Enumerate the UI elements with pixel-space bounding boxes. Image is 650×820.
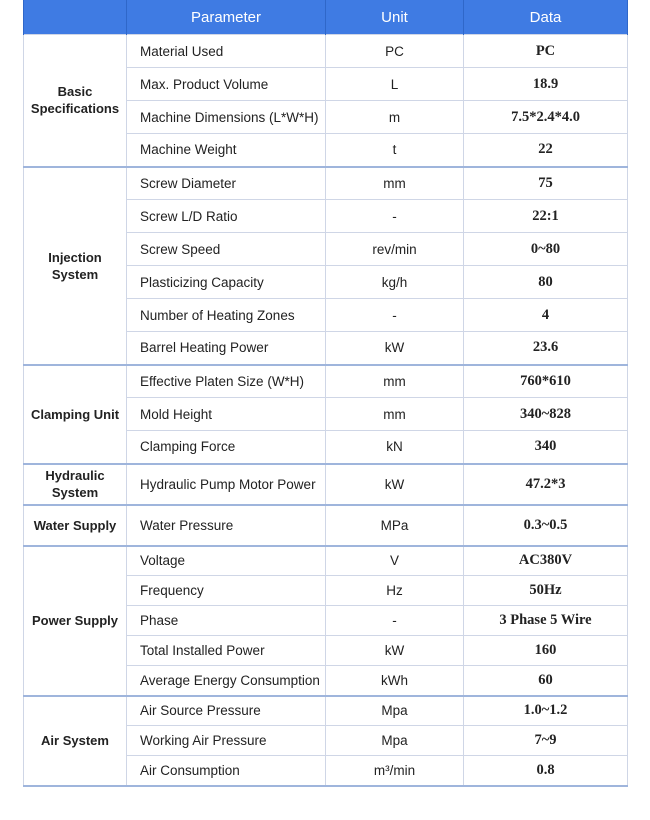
unit-cell: kW (326, 636, 464, 666)
unit-cell: - (326, 299, 464, 332)
group-label: Power Supply (24, 546, 127, 696)
table-row (24, 696, 628, 726)
value-cell: 50Hz (464, 576, 628, 606)
parameter-cell: Max. Product Volume (127, 68, 326, 101)
value-cell: 23.6 (464, 332, 628, 365)
header-unit: Unit (326, 0, 464, 35)
group-label: Basic Specifications (24, 35, 127, 167)
value-cell: 47.2*3 (464, 464, 628, 505)
unit-cell: MPa (326, 505, 464, 546)
parameter-cell: Barrel Heating Power (127, 332, 326, 365)
unit-cell: m³/min (326, 756, 464, 786)
parameter-cell: Mold Height (127, 398, 326, 431)
parameter-cell: Total Installed Power (127, 636, 326, 666)
parameter-cell: Water Pressure (127, 505, 326, 546)
unit-cell: kg/h (326, 266, 464, 299)
value-cell: 4 (464, 299, 628, 332)
header-row (24, 0, 628, 35)
group-label: Water Supply (24, 505, 127, 546)
value-cell: 160 (464, 636, 628, 666)
parameter-cell: Material Used (127, 35, 326, 68)
value-cell: 1.0~1.2 (464, 696, 628, 726)
group-label: Hydraulic System (24, 464, 127, 505)
parameter-cell: Screw L/D Ratio (127, 200, 326, 233)
unit-cell: mm (326, 398, 464, 431)
value-cell: 760*610 (464, 365, 628, 398)
unit-cell: mm (326, 365, 464, 398)
parameter-cell: Phase (127, 606, 326, 636)
section-clamping-unit (24, 365, 628, 464)
section-injection-system (24, 167, 628, 365)
parameter-cell: Air Source Pressure (127, 696, 326, 726)
unit-cell: kW (326, 464, 464, 505)
unit-cell: t (326, 134, 464, 167)
value-cell: 80 (464, 266, 628, 299)
value-cell: 340 (464, 431, 628, 464)
parameter-cell: Screw Speed (127, 233, 326, 266)
table-row (24, 464, 628, 505)
value-cell: 340~828 (464, 398, 628, 431)
unit-cell: PC (326, 35, 464, 68)
unit-cell: kW (326, 332, 464, 365)
value-cell: AC380V (464, 546, 628, 576)
value-cell: 0~80 (464, 233, 628, 266)
section-power-supply (24, 546, 628, 696)
parameter-cell: Plasticizing Capacity (127, 266, 326, 299)
group-label: Clamping Unit (24, 365, 127, 464)
unit-cell: Mpa (326, 726, 464, 756)
value-cell: 0.3~0.5 (464, 505, 628, 546)
unit-cell: - (326, 200, 464, 233)
group-label: Air System (24, 696, 127, 786)
parameter-cell: Air Consumption (127, 756, 326, 786)
value-cell: 22:1 (464, 200, 628, 233)
section-water-supply (24, 505, 628, 546)
header-data: Data (464, 0, 628, 35)
parameter-cell: Voltage (127, 546, 326, 576)
section-hydraulic-system (24, 464, 628, 505)
table-row (24, 505, 628, 546)
value-cell: PC (464, 35, 628, 68)
table-row (24, 167, 628, 200)
unit-cell: Hz (326, 576, 464, 606)
parameter-cell: Screw Diameter (127, 167, 326, 200)
value-cell: 22 (464, 134, 628, 167)
value-cell: 3 Phase 5 Wire (464, 606, 628, 636)
value-cell: 0.8 (464, 756, 628, 786)
parameter-cell: Frequency (127, 576, 326, 606)
table-row (24, 35, 628, 68)
header-group (24, 0, 127, 35)
parameter-cell: Average Energy Consumption (127, 666, 326, 696)
unit-cell: kWh (326, 666, 464, 696)
parameter-cell: Working Air Pressure (127, 726, 326, 756)
section-air-system (24, 696, 628, 786)
unit-cell: m (326, 101, 464, 134)
header-parameter: Parameter (127, 0, 326, 35)
parameter-cell: Machine Dimensions (L*W*H) (127, 101, 326, 134)
value-cell: 60 (464, 666, 628, 696)
value-cell: 18.9 (464, 68, 628, 101)
parameter-cell: Number of Heating Zones (127, 299, 326, 332)
group-label: Injection System (24, 167, 127, 365)
table-row (24, 365, 628, 398)
value-cell: 7~9 (464, 726, 628, 756)
unit-cell: V (326, 546, 464, 576)
unit-cell: kN (326, 431, 464, 464)
value-cell: 75 (464, 167, 628, 200)
parameter-cell: Hydraulic Pump Motor Power (127, 464, 326, 505)
parameter-cell: Effective Platen Size (W*H) (127, 365, 326, 398)
section-basic-specifications (24, 35, 628, 167)
unit-cell: rev/min (326, 233, 464, 266)
unit-cell: - (326, 606, 464, 636)
unit-cell: L (326, 68, 464, 101)
unit-cell: mm (326, 167, 464, 200)
value-cell: 7.5*2.4*4.0 (464, 101, 628, 134)
spec-table (23, 0, 628, 787)
parameter-cell: Clamping Force (127, 431, 326, 464)
unit-cell: Mpa (326, 696, 464, 726)
table-row (24, 546, 628, 576)
parameter-cell: Machine Weight (127, 134, 326, 167)
